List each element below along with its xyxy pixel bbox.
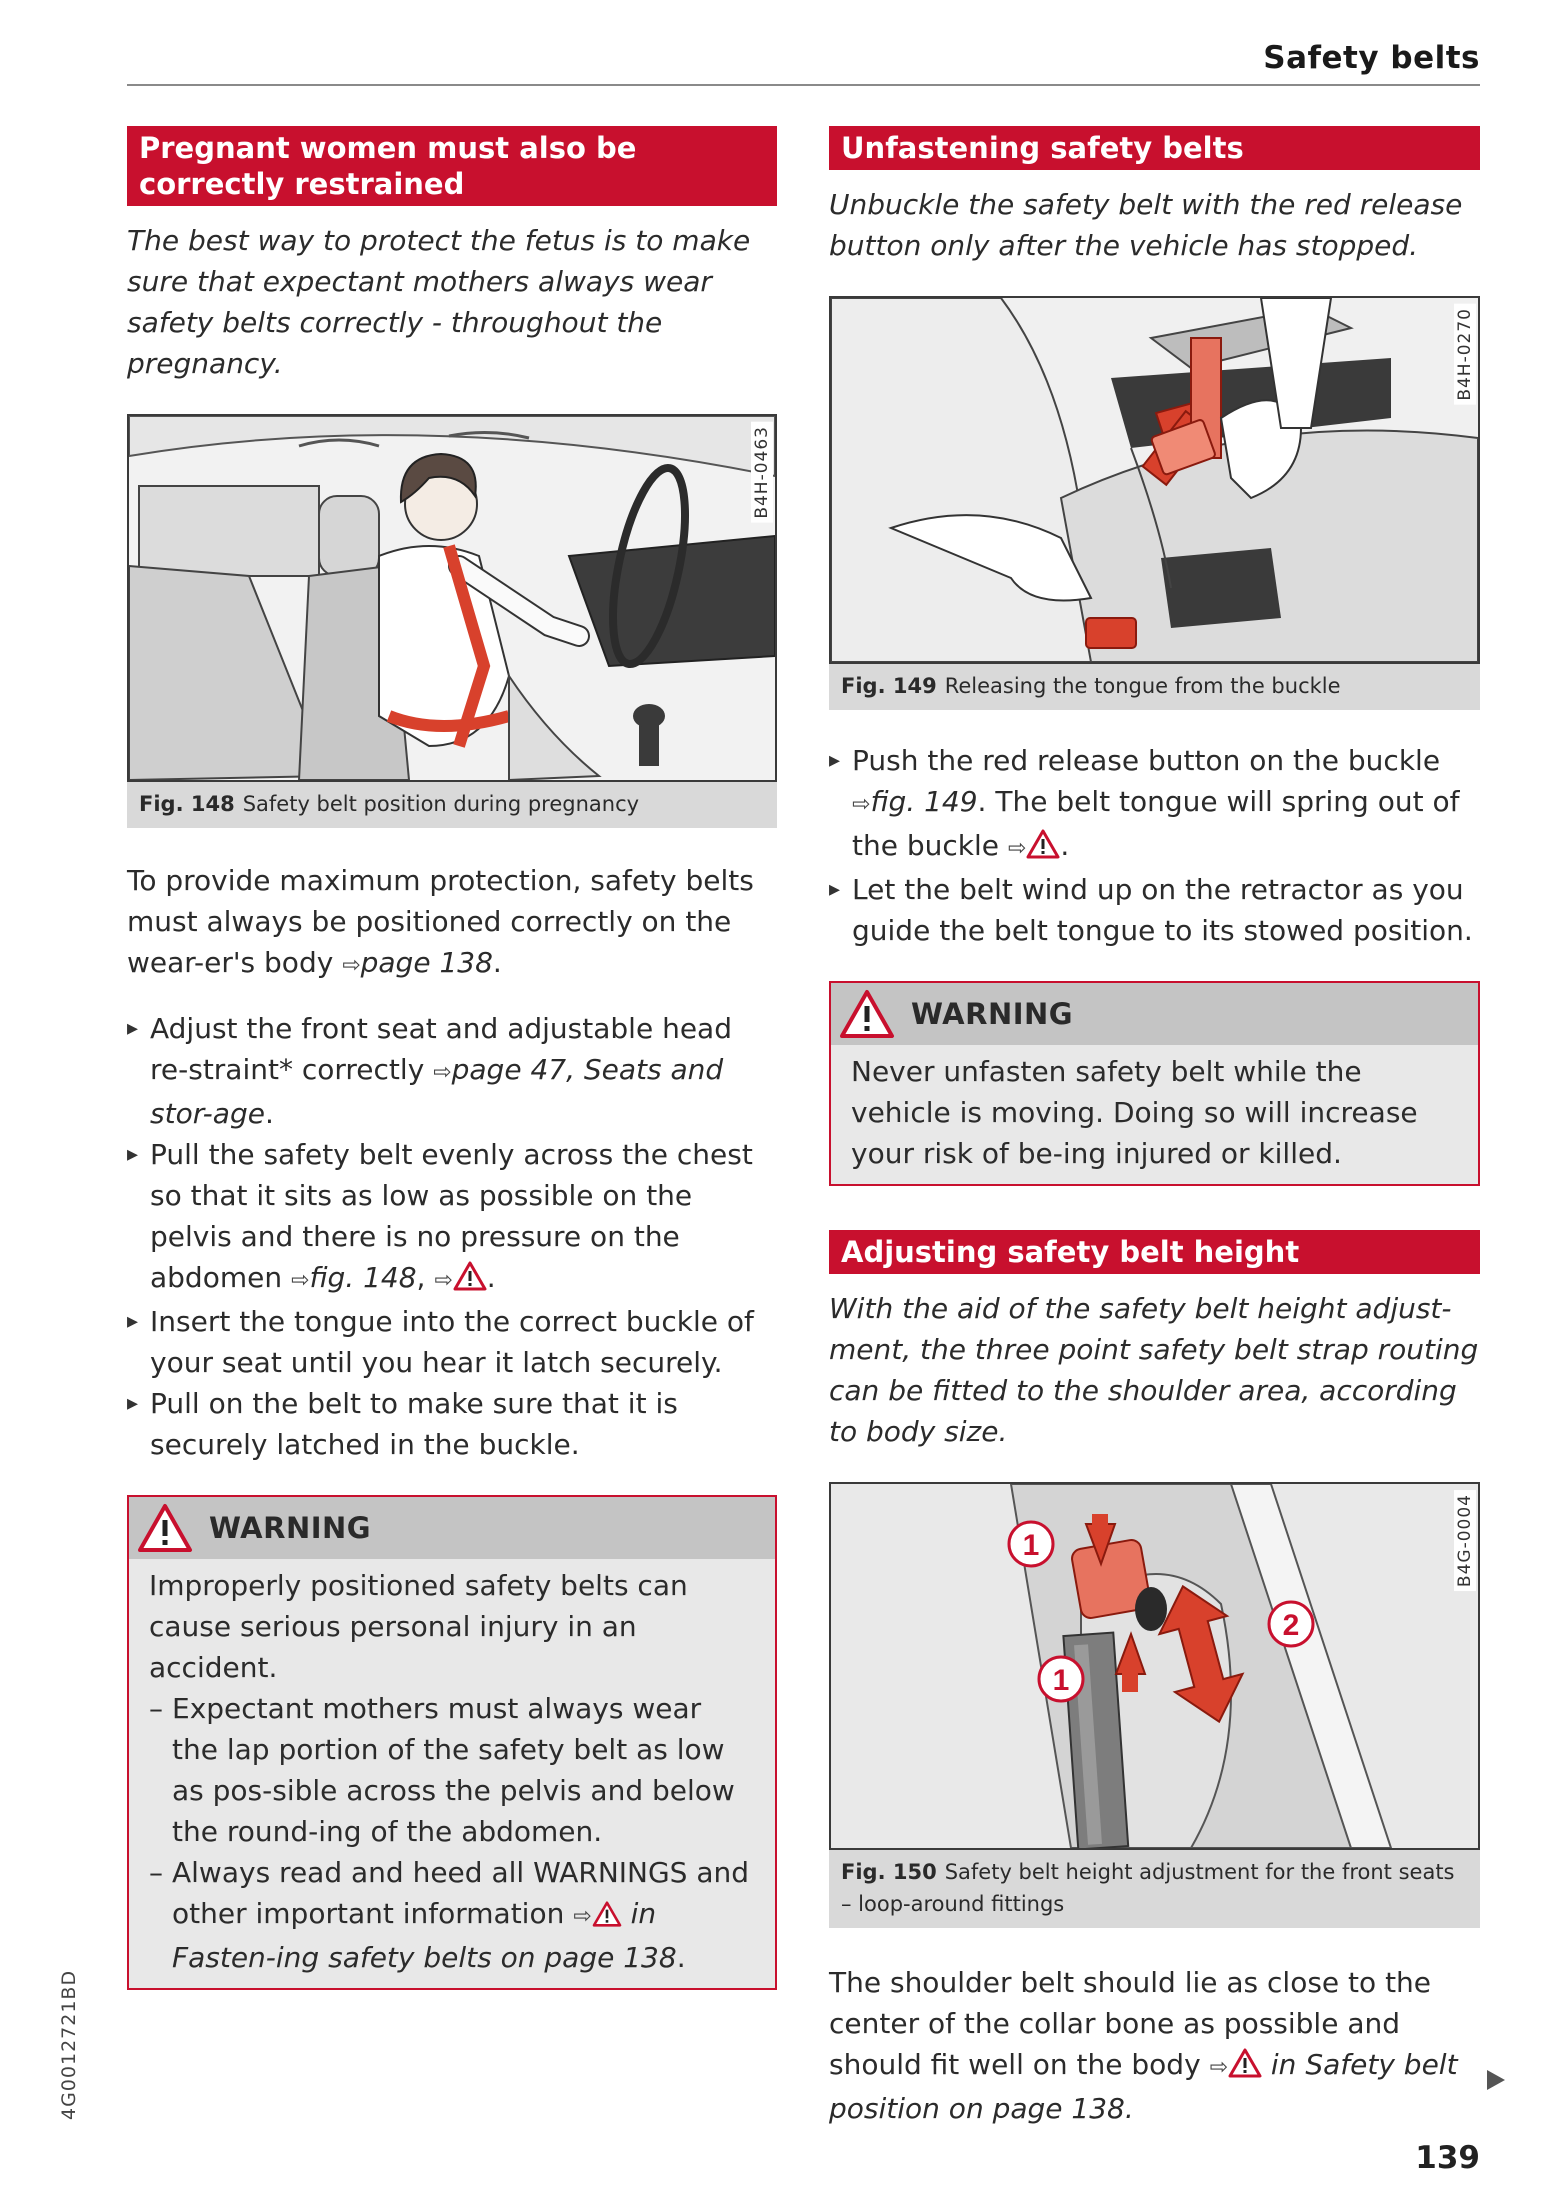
ref-arrow-icon: ⇨ bbox=[1209, 2055, 1228, 2080]
intro-adjusting: With the aid of the safety belt height adjust-ment, the three point safety belt strap routing can be fitted to the shoulder area, according to body size. bbox=[829, 1292, 1479, 1448]
callout-label: 1 bbox=[1022, 1529, 1040, 1562]
warning-label: WARNING bbox=[209, 1511, 372, 1545]
figure-148-illustration bbox=[127, 414, 777, 782]
warning-triangle-icon[interactable] bbox=[1026, 829, 1060, 859]
paragraph-protection: To provide maximum protection, safety belts must always be positioned correctly on the wear-er's body ⇨page 138. bbox=[127, 864, 754, 979]
paragraph-text: The shoulder belt should lie as close to the center of the collar bone as possible and should fit well on the body bbox=[829, 1966, 1432, 2081]
warning-body bbox=[129, 1559, 775, 1988]
figure-ref-link[interactable]: fig. 148 bbox=[309, 1261, 417, 1294]
intro-pregnant: The best way to protect the fetus is to make sure that expectant mothers always wear safety belts correctly - throughout the pregnancy. bbox=[127, 224, 751, 380]
document-code: 4G0012721BD bbox=[58, 1969, 80, 2120]
list-item-text: Push the red release button on the buckle bbox=[852, 744, 1441, 777]
ref-arrow-icon: ⇨ bbox=[852, 792, 871, 817]
figure-148 bbox=[127, 414, 777, 828]
warning-header bbox=[129, 1497, 775, 1559]
callout-label: 1 bbox=[1052, 1664, 1070, 1697]
warning-triangle-icon bbox=[137, 1503, 193, 1553]
left-column bbox=[127, 126, 777, 1990]
figure-caption-text: Releasing the tongue from the buckle bbox=[944, 674, 1341, 698]
list-item-text: The belt tongue will spring out of the buckle bbox=[852, 785, 1460, 862]
instruction-list bbox=[127, 1008, 777, 1465]
warning-triangle-icon[interactable] bbox=[592, 1901, 622, 1927]
next-page-arrow-icon[interactable] bbox=[1487, 2070, 1505, 2090]
warning-item-text: Always read and heed all WARNINGS and other important information bbox=[172, 1856, 750, 1930]
ref-arrow-icon: ⇨ bbox=[291, 1268, 310, 1293]
section-title-pregnant: Pregnant women must also be correctly restrained bbox=[127, 126, 777, 206]
warning-triangle-icon[interactable] bbox=[1228, 2048, 1262, 2078]
figure-150 bbox=[829, 1482, 1480, 1928]
ref-arrow-icon: ⇨ bbox=[434, 1268, 453, 1293]
warning-intro: Improperly positioned safety belts can cause serious personal injury in an accident. bbox=[149, 1569, 688, 1684]
page-ref-link[interactable]: page 47, Seats and stor-age bbox=[150, 1053, 724, 1130]
list-item: ▸ Pull on the belt to make sure that it is securely latched in the buckle. bbox=[127, 1383, 777, 1465]
warning-box-unfastening bbox=[829, 981, 1480, 1186]
ref-arrow-icon: ⇨ bbox=[342, 953, 361, 978]
figure-149-illustration bbox=[829, 296, 1480, 664]
warning-triangle-icon[interactable] bbox=[453, 1261, 487, 1291]
warning-label: WARNING bbox=[911, 997, 1074, 1031]
figure-150-illustration bbox=[829, 1482, 1480, 1850]
figure-caption-text: Safety belt position during pregnancy bbox=[242, 792, 640, 816]
intro-unfastening: Unbuckle the safety belt with the red release button only after the vehicle has stopped. bbox=[829, 188, 1463, 262]
list-item-text: Adjust the front seat and adjustable head re-straint* correctly bbox=[150, 1012, 732, 1086]
buckle-release-illustration bbox=[831, 298, 1478, 662]
warning-body: Never unfasten safety belt while the vehicle is moving. Doing so will increase your risk of be-ing injured or killed. bbox=[851, 1055, 1418, 1170]
list-item: ▸ Let the belt wind up on the retractor as you guide the belt tongue to its stowed position. bbox=[829, 869, 1480, 951]
list-item-text: Pull the safety belt evenly across the chest so that it sits as low as possible on the pelvis and there is no pressure on the abdomen bbox=[150, 1138, 753, 1294]
figure-caption bbox=[829, 1850, 1480, 1928]
list-item: ▸ Insert the tongue into the correct buckle of your seat until you hear it latch securely. bbox=[127, 1301, 777, 1383]
figure-code: B4H-0270 bbox=[1454, 304, 1476, 405]
ref-arrow-icon: ⇨ bbox=[573, 1904, 592, 1929]
ref-arrow-icon: ⇨ bbox=[433, 1060, 452, 1085]
page-ref-link[interactable]: in Fasten-ing safety belts on page 138 bbox=[172, 1897, 677, 1974]
list-item: ▸ Pull the safety belt evenly across the chest so that it sits as low as possible on the pelvis and there is no pressure on the abdomen ⇨fig. 148, ⇨ . bbox=[127, 1134, 777, 1301]
figure-label: Fig. 150 bbox=[841, 1860, 937, 1884]
figure-149 bbox=[829, 296, 1480, 710]
warning-item: – Expectant mothers must always wear the lap portion of the safety belt as low as pos-sible across the pelvis and below the round-ing of the abdomen. bbox=[149, 1688, 755, 1852]
warning-triangle-icon bbox=[839, 989, 895, 1039]
figure-caption bbox=[127, 782, 777, 828]
ref-arrow-icon: ⇨ bbox=[1007, 836, 1027, 861]
figure-label: Fig. 148 bbox=[139, 792, 235, 816]
figure-caption bbox=[829, 664, 1480, 710]
list-item: ▸ Push the red release button on the buckle ⇨fig. 149. The belt tongue will spring out of the buckle ⇨ . bbox=[829, 740, 1480, 869]
figure-code: B4G-0004 bbox=[1454, 1490, 1476, 1591]
pregnant-driver-illustration bbox=[129, 416, 775, 780]
callout-label: 2 bbox=[1282, 1609, 1300, 1642]
section-title-adjusting: Adjusting safety belt height bbox=[829, 1230, 1480, 1274]
paragraph-protection-text: To provide maximum protection, safety belts must always be positioned correctly on the wear-er's body bbox=[127, 864, 754, 979]
figure-ref-link[interactable]: fig. 149 bbox=[870, 785, 978, 818]
page-ref-link[interactable]: in Safety belt position on page 138. bbox=[829, 2048, 1458, 2125]
right-column bbox=[829, 126, 1480, 2129]
warning-item: – Always read and heed all WARNINGS and other important information ⇨ in Fasten-ing safety belts on page 138. bbox=[149, 1852, 755, 1978]
height-adjuster-illustration bbox=[831, 1484, 1478, 1848]
warning-header bbox=[831, 983, 1478, 1045]
paragraph-shoulder-belt bbox=[829, 1962, 1480, 2129]
instruction-list bbox=[829, 740, 1480, 951]
figure-caption-text: Safety belt height adjustment for the front seats – loop-around fittings bbox=[841, 1860, 1455, 1916]
header-rule bbox=[127, 84, 1480, 86]
figure-code: B4H-0463 bbox=[751, 422, 773, 523]
page-number: 139 bbox=[1415, 2140, 1480, 2176]
page-ref-link[interactable]: page 138 bbox=[360, 946, 493, 979]
warning-box-pregnancy bbox=[127, 1495, 777, 1990]
figure-label: Fig. 149 bbox=[841, 674, 937, 698]
list-item: ▸ Adjust the front seat and adjustable head re-straint* correctly ⇨page 47, Seats and stor-age. bbox=[127, 1008, 777, 1134]
page-header-title: Safety belts bbox=[1263, 40, 1480, 76]
section-title-unfastening: Unfastening safety belts bbox=[829, 126, 1480, 170]
